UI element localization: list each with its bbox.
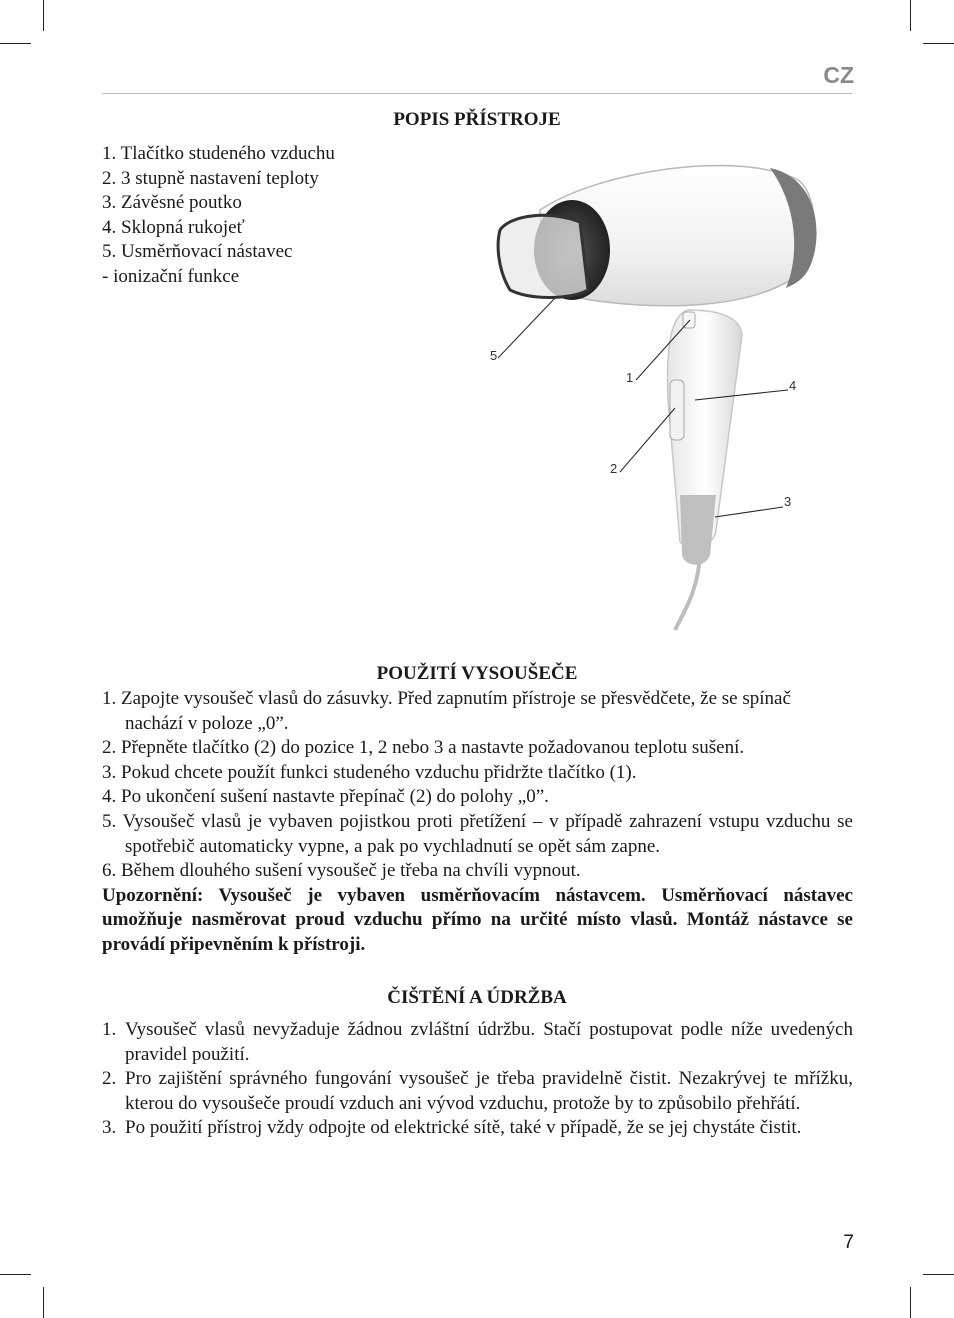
concentrator-nozzle	[498, 215, 588, 297]
cleaning-item	[102, 1116, 853, 1141]
callout-4: 4	[789, 378, 797, 393]
page-number: 7	[843, 1232, 854, 1253]
crop-mark	[910, 0, 911, 31]
usage-step: 5. Vysoušeč vlasů je vybaven pojistkou proti přetížení – v případě zahrazení vstupu vzduchu se spotřebič automaticky vypne, a pak po vychladnutí se opět sám zapne.	[102, 810, 853, 857]
usage-step: 1. Zapojte vysoušeč vlasů do zásuvky. Před zapnutím přístroje se přesvědčete, že se spínač nachází v poloze „0”.	[102, 688, 791, 734]
cleaning-item-text: Vysoušeč vlasů nevyžaduje žádnou zvláštní údržbu. Stačí postupovat podle níže uvedených pravidel použití.	[125, 1019, 853, 1065]
cleaning-heading: ČIŠTĚNÍ A ÚDRŽBA	[387, 987, 567, 1008]
cleaning-item	[102, 1067, 853, 1116]
header-rule	[102, 93, 852, 94]
leader-line	[715, 507, 783, 517]
hanging-loop	[680, 495, 716, 565]
crop-mark	[43, 1287, 44, 1318]
hair-dryer-illustration	[480, 150, 820, 635]
parts-list-item: - ionizační funkce	[102, 265, 240, 287]
cleaning-item-text: Pro zajištění správného fungování vysoušeč je třeba pravidelně čistit. Nezakrývej te mřížku, kterou do vysoušeče proudí vzduch ani vývod vzduchu, protože by to způsobilo přehřátí.	[125, 1068, 853, 1114]
crop-mark	[43, 0, 44, 31]
parts-list-item: 4. Sklopná rukojeť	[102, 216, 245, 238]
callout-5: 5	[490, 348, 498, 363]
usage-section	[102, 687, 853, 958]
usage-step: 3. Pokud chcete použít funkci studeného vzduchu přidržte tlačítko (1).	[102, 761, 637, 783]
cleaning-section	[102, 1018, 853, 1141]
cleaning-item-number: 2.	[102, 1068, 117, 1090]
leader-line	[498, 298, 555, 358]
cleaning-item-text: Po použití přístroj vždy odpojte od elektrické sítě, také v případě, že se jej chystáte čistit.	[125, 1117, 802, 1139]
temperature-switch	[670, 380, 684, 440]
callout-2: 2	[610, 461, 618, 476]
usage-step: 2. Přepněte tlačítko (2) do pozice 1, 2 nebo 3 a nastavte požadovanou teplotu sušení.	[102, 737, 745, 759]
parts-list-item: 5. Usměrňovací nástavec	[102, 241, 293, 263]
crop-mark	[0, 1274, 31, 1275]
crop-mark	[923, 1274, 954, 1275]
description-heading: POPIS PŘÍSTROJE	[393, 109, 561, 130]
language-code: CZ	[823, 62, 854, 88]
warning-note: Upozornění: Vysoušeč je vybaven usměrňovacím nástavcem. Usměrňovací nástavec umožňuje nasměrovat proud vzduchu přímo na určité místo vlasů. Montáž nástavce se provádí připevněním k přístroji.	[102, 884, 853, 955]
usage-heading: POUŽITÍ VYSOUŠEČE	[376, 663, 578, 684]
parts-list-item: 1. Tlačítko studeného vzduchu	[102, 143, 335, 164]
cleaning-item-number: 1.	[102, 1019, 117, 1040]
cleaning-item	[102, 1018, 853, 1067]
cleaning-item-number: 3.	[102, 1117, 117, 1139]
parts-list-item: 3. Závěsné poutko	[102, 192, 242, 214]
crop-mark	[923, 43, 954, 44]
crop-mark	[910, 1287, 911, 1318]
crop-mark	[0, 43, 31, 44]
callout-3: 3	[784, 494, 792, 509]
usage-step: 6. Během dlouhého sušení vysoušeč je třeba na chvíli vypnout.	[102, 860, 581, 882]
cord	[675, 555, 700, 630]
callout-1: 1	[626, 370, 634, 385]
parts-list-item: 2. 3 stupně nastavení teploty	[102, 167, 319, 189]
parts-list	[102, 142, 432, 290]
usage-step: 4. Po ukončení sušení nastavte přepínač (2) do polohy „0”.	[102, 786, 549, 808]
leader-line	[620, 408, 675, 472]
